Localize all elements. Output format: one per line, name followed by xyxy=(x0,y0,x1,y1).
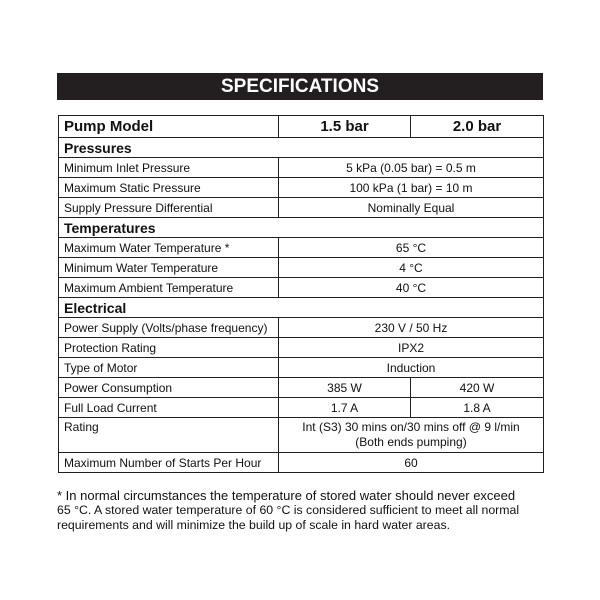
value-1-5-bar: 385 W xyxy=(279,378,411,398)
table-row xyxy=(59,158,544,178)
table-row xyxy=(59,258,544,278)
row-value: Nominally Equal xyxy=(279,198,544,218)
table-row xyxy=(59,398,544,418)
row-value: 65 °C xyxy=(279,238,544,258)
row-label: Maximum Ambient Temperature xyxy=(59,278,279,298)
header-label: Pump Model xyxy=(59,116,279,138)
header-col2: 2.0 bar xyxy=(411,116,544,138)
row-label: Type of Motor xyxy=(59,358,279,378)
row-value-line: (Both ends pumping) xyxy=(355,435,467,449)
row-label: Supply Pressure Differential xyxy=(59,198,279,218)
row-value: 5 kPa (0.05 bar) = 0.5 m xyxy=(279,158,544,178)
section-heading: Temperatures xyxy=(59,218,544,238)
section-row xyxy=(59,218,544,238)
specifications-table xyxy=(58,115,544,473)
row-label: Rating xyxy=(59,418,279,453)
row-label: Full Load Current xyxy=(59,398,279,418)
value-1-5-bar: 1.7 A xyxy=(279,398,411,418)
row-value: 60 xyxy=(279,453,544,473)
section-row xyxy=(59,298,544,318)
table-row xyxy=(59,318,544,338)
table-row xyxy=(59,418,544,453)
row-value: 40 °C xyxy=(279,278,544,298)
table-row xyxy=(59,178,544,198)
row-value: 100 kPa (1 bar) = 10 m xyxy=(279,178,544,198)
row-label: Maximum Static Pressure xyxy=(59,178,279,198)
footnote xyxy=(57,488,547,533)
footnote-line3: requirements and will minimize the build up of scale in hard water areas. xyxy=(57,518,451,532)
row-value: 230 V / 50 Hz xyxy=(279,318,544,338)
row-value: 4 °C xyxy=(279,258,544,278)
row-label: Maximum Number of Starts Per Hour xyxy=(59,453,279,473)
header-col1: 1.5 bar xyxy=(279,116,411,138)
section-heading: Pressures xyxy=(59,138,544,158)
value-2-0-bar: 1.8 A xyxy=(411,398,544,418)
table-row xyxy=(59,338,544,358)
row-label: Protection Rating xyxy=(59,338,279,358)
row-label: Power Supply (Volts/phase frequency) xyxy=(59,318,279,338)
table-row xyxy=(59,278,544,298)
footnote-line1: * In normal circumstances the temperature of stored water should never exceed xyxy=(57,488,516,503)
row-value: Induction xyxy=(279,358,544,378)
row-label: Maximum Water Temperature * xyxy=(59,238,279,258)
specifications-title: SPECIFICATIONS xyxy=(57,73,543,100)
section-heading: Electrical xyxy=(59,298,544,318)
footnote-line2: 65 °C. A stored water temperature of 60 °C is considered sufficient to meet all normal xyxy=(57,503,520,517)
row-label: Minimum Inlet Pressure xyxy=(59,158,279,178)
row-label: Power Consumption xyxy=(59,378,279,398)
row-label: Minimum Water Temperature xyxy=(59,258,279,278)
table-row xyxy=(59,453,544,473)
value-2-0-bar: 420 W xyxy=(411,378,544,398)
table-row xyxy=(59,238,544,258)
row-value-line: Int (S3) 30 mins on/30 mins off @ 9 l/min xyxy=(302,420,520,434)
table-row xyxy=(59,358,544,378)
row-value xyxy=(279,418,544,453)
section-row xyxy=(59,138,544,158)
table-row xyxy=(59,198,544,218)
header-row xyxy=(59,116,544,138)
row-value: IPX2 xyxy=(279,338,544,358)
table-row xyxy=(59,378,544,398)
